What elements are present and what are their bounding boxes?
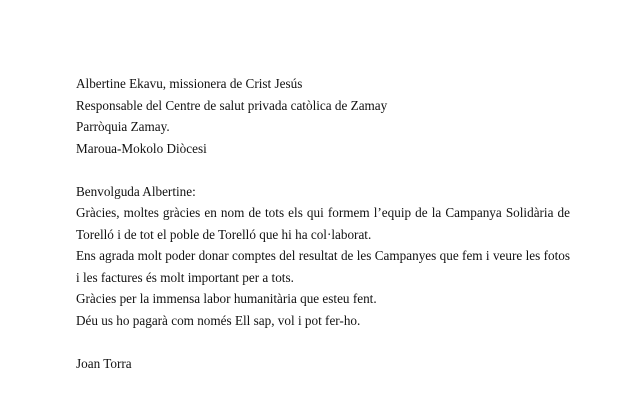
greeting: Benvolguda Albertine: — [76, 183, 196, 199]
body-paragraph-blessing: Déu us ho pagarà com només Ell sap, vol i pot fer-ho. — [76, 312, 361, 328]
spacer — [76, 159, 570, 181]
signature: Joan Torra — [76, 355, 132, 371]
recipient-parish-line: Parròquia Zamay. — [76, 119, 170, 134]
body-paragraph-gratitude: Gràcies per la immensa labor humanitària que esteu fent. — [76, 291, 377, 306]
recipient-diocese-line: Maroua-Mokolo Diòcesi — [76, 140, 207, 156]
recipient-address — [76, 73, 570, 159]
letter-content — [76, 73, 570, 374]
body-paragraph-accounts: Ens agrada molt poder donar comptes del resultat de les Campanyes que fem i veure les fotos i les factures és molt important per a tots. — [76, 248, 570, 285]
letter-body — [76, 181, 570, 332]
recipient-name-line: Albertine Ekavu, missionera de Crist Jesús — [76, 76, 303, 91]
spacer — [76, 331, 570, 353]
signature-block — [76, 353, 570, 375]
recipient-role-line: Responsable del Centre de salut privada catòlica de Zamay — [76, 97, 388, 113]
body-paragraph-thanks: Gràcies, moltes gràcies en nom de tots els qui formem l’equip de la Campanya Solidària de Torelló i de tot el poble de Torelló que hi ha col·laborat. — [76, 205, 570, 242]
